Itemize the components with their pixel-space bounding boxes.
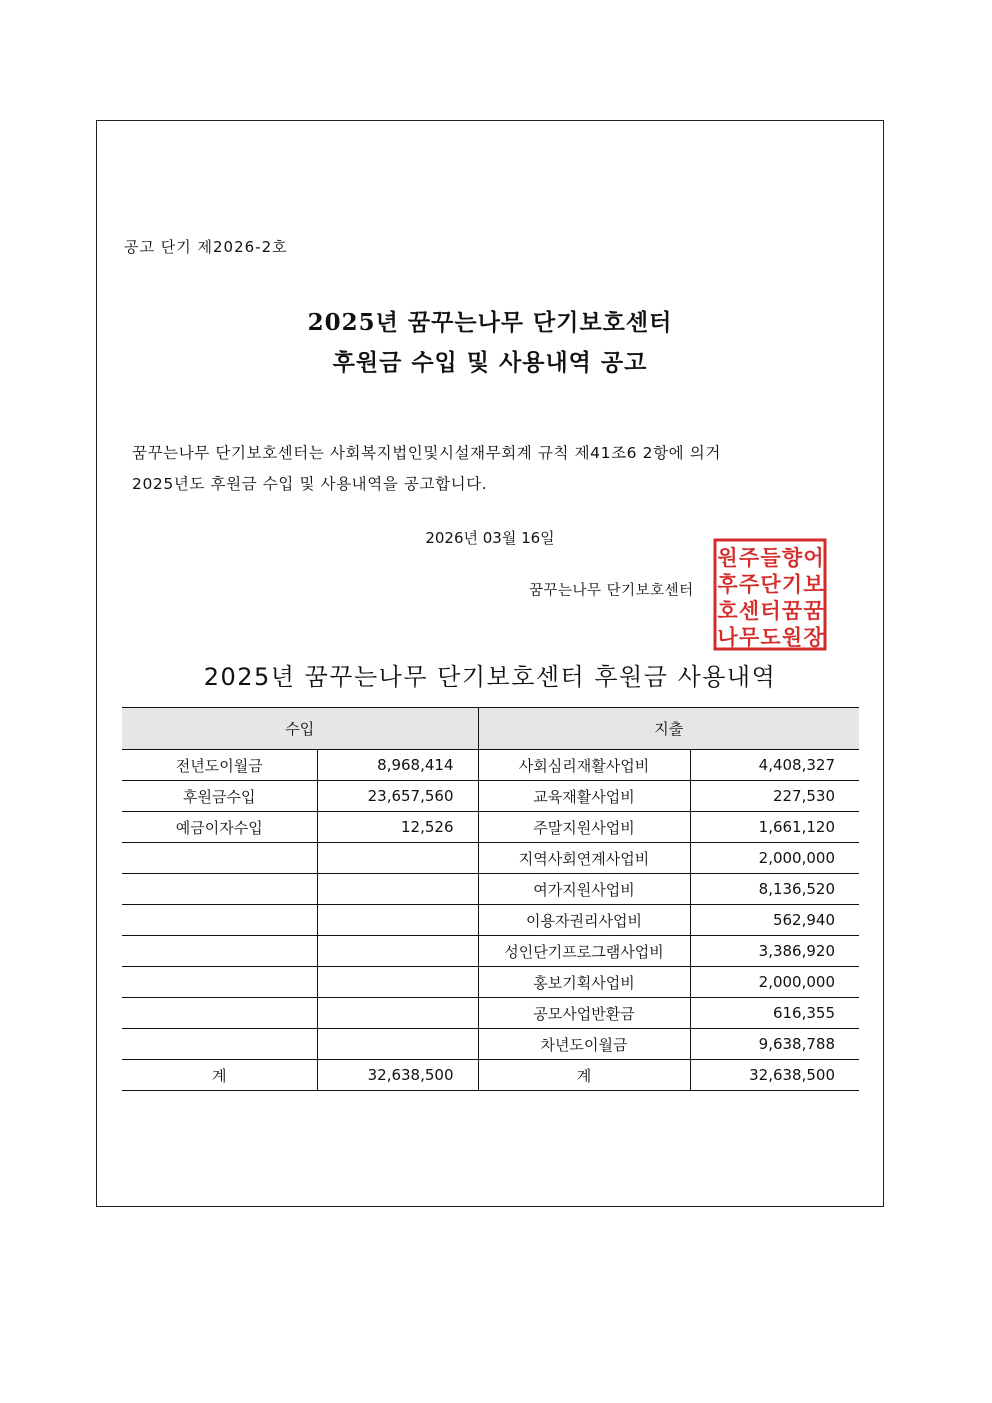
seal-glyph: 꿈 xyxy=(803,598,824,623)
seal-glyph: 도 xyxy=(760,624,781,650)
table-total-row xyxy=(122,1060,859,1091)
seal-glyph: 원 xyxy=(781,624,803,650)
table-header-row xyxy=(122,708,859,750)
table-row xyxy=(122,998,859,1029)
seal-glyph: 센 xyxy=(738,598,760,623)
donation-ledger-table xyxy=(122,707,859,1091)
income-item-cell: 예금이자수입 xyxy=(122,812,317,843)
income-item-cell: 전년도이월금 xyxy=(122,750,317,781)
seal-glyph: 무 xyxy=(738,624,760,650)
seal-glyph: 장 xyxy=(803,624,824,650)
body-text-line1: 꿈꾸는나무 단기보호센터는 사회복지법인및시설재무회계 규칙 제41조6 2항에 의거 xyxy=(132,444,721,462)
income-item-cell xyxy=(122,1029,317,1060)
expense-item-cell: 사회심리재활사업비 xyxy=(478,750,690,781)
table-row xyxy=(122,812,859,843)
expense-item-cell: 지역사회연계사업비 xyxy=(478,843,690,874)
expense-item-cell: 차년도이월금 xyxy=(478,1029,690,1060)
expense-item-cell: 성인단기프로그램사업비 xyxy=(478,936,690,967)
expense-amount-cell: 2,000,000 xyxy=(690,967,859,998)
income-amount-cell xyxy=(317,998,478,1029)
income-item-cell xyxy=(122,936,317,967)
seal-glyph: 기 xyxy=(781,571,803,597)
income-total-amount: 32,638,500 xyxy=(317,1060,478,1091)
expense-total-label: 계 xyxy=(478,1060,690,1091)
income-amount-cell xyxy=(317,843,478,874)
seal-glyph: 주 xyxy=(738,545,760,570)
document-title-line2: 후원금 수입 및 사용내역 공고 xyxy=(332,349,648,376)
notice-date: 2026년 03월 16일 xyxy=(425,529,555,547)
seal-glyph: 호 xyxy=(717,598,738,623)
seal-glyph: 나 xyxy=(717,624,738,650)
expense-amount-cell: 1,661,120 xyxy=(690,812,859,843)
expense-item-cell: 이용자권리사업비 xyxy=(478,905,690,936)
seal-glyph: 들 xyxy=(760,545,781,570)
expense-item-cell: 공모사업반환금 xyxy=(478,998,690,1029)
expense-total-amount: 32,638,500 xyxy=(690,1060,859,1091)
table-row xyxy=(122,905,859,936)
expense-item-cell: 주말지원사업비 xyxy=(478,812,690,843)
seal-glyph: 향 xyxy=(781,545,803,570)
income-item-cell xyxy=(122,998,317,1029)
income-item-cell xyxy=(122,843,317,874)
expense-item-cell: 교육재활사업비 xyxy=(478,781,690,812)
income-item-cell xyxy=(122,967,317,998)
expense-item-cell: 홍보기획사업비 xyxy=(478,967,690,998)
table-row xyxy=(122,874,859,905)
notice-number: 공고 단기 제2026-2호 xyxy=(124,238,288,256)
table-row xyxy=(122,781,859,812)
income-header: 수입 xyxy=(122,708,478,750)
income-item-cell xyxy=(122,874,317,905)
expense-amount-cell: 562,940 xyxy=(690,905,859,936)
expense-header: 지출 xyxy=(478,708,859,750)
expense-amount-cell: 227,530 xyxy=(690,781,859,812)
seal-glyph: 주 xyxy=(738,571,760,597)
expense-amount-cell: 616,355 xyxy=(690,998,859,1029)
income-amount-cell xyxy=(317,967,478,998)
expense-amount-cell: 9,638,788 xyxy=(690,1029,859,1060)
table-row xyxy=(122,843,859,874)
body-text-line2: 2025년도 후원금 수입 및 사용내역을 공고합니다. xyxy=(132,475,488,493)
organization-name: 꿈꾸는나무 단기보호센터 xyxy=(529,583,694,599)
seal-glyph: 꿈 xyxy=(781,598,803,623)
table-row xyxy=(122,1029,859,1060)
table-title: 2025년 꿈꾸는나무 단기보호센터 후원금 사용내역 xyxy=(203,663,777,691)
expense-item-cell: 여가지원사업비 xyxy=(478,874,690,905)
income-total-label: 계 xyxy=(122,1060,317,1091)
seal-glyph: 어 xyxy=(803,545,824,570)
official-seal-stamp xyxy=(713,538,827,651)
income-item-cell: 후원금수입 xyxy=(122,781,317,812)
expense-amount-cell: 8,136,520 xyxy=(690,874,859,905)
table-row xyxy=(122,750,859,781)
income-amount-cell: 8,968,414 xyxy=(317,750,478,781)
income-item-cell xyxy=(122,905,317,936)
income-amount-cell xyxy=(317,905,478,936)
income-amount-cell: 23,657,560 xyxy=(317,781,478,812)
income-amount-cell xyxy=(317,936,478,967)
seal-glyph: 원 xyxy=(717,545,738,570)
income-amount-cell xyxy=(317,1029,478,1060)
expense-amount-cell: 3,386,920 xyxy=(690,936,859,967)
table-row xyxy=(122,967,859,998)
seal-glyph: 터 xyxy=(760,598,781,623)
seal-glyph: 후 xyxy=(717,571,738,597)
seal-glyph: 보 xyxy=(803,571,824,597)
expense-amount-cell: 2,000,000 xyxy=(690,843,859,874)
table-row xyxy=(122,936,859,967)
income-amount-cell xyxy=(317,874,478,905)
expense-amount-cell: 4,408,327 xyxy=(690,750,859,781)
seal-glyph: 단 xyxy=(760,571,781,597)
document-title-line1: 2025년 꿈꾸는나무 단기보호센터 xyxy=(307,309,673,336)
income-amount-cell: 12,526 xyxy=(317,812,478,843)
